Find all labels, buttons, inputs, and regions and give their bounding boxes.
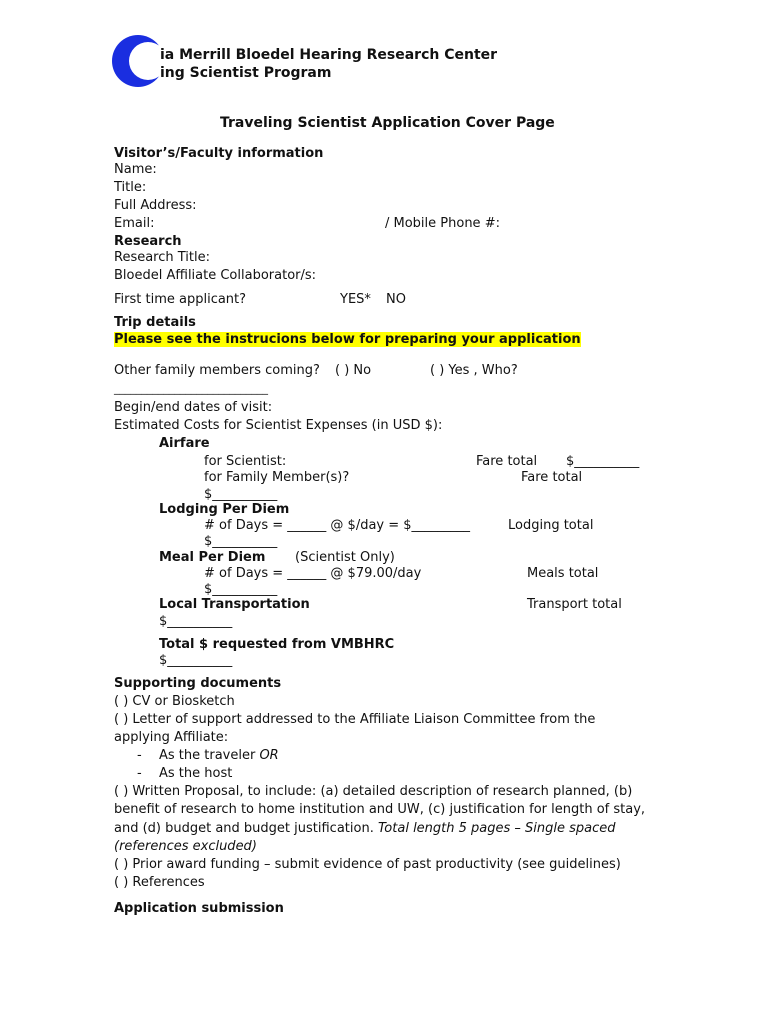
research-heading: Research (114, 234, 182, 249)
submission-heading: Application submission (114, 901, 284, 916)
meals-total-label: Meals total (527, 566, 599, 581)
proposal-line-1: ( ) Written Proposal, to include: (a) detailed description of research planned, (b) (114, 784, 633, 799)
family-no-option: ( ) No (335, 363, 372, 378)
meal-note: (Scientist Only) (295, 550, 395, 565)
transport-heading: Local Transportation (159, 597, 310, 612)
airfare-family-label: for Family Member(s)? (204, 470, 350, 485)
airfare-heading: Airfare (159, 436, 210, 451)
traveler-text: As the traveler (159, 748, 260, 763)
prior-funding-item: ( ) Prior award funding – submit evidence of past productivity (see guidelines) (114, 857, 621, 872)
first-time-yes: YES* (340, 292, 371, 307)
total-requested-amount: $__________ (159, 653, 233, 668)
costs-label: Estimated Costs for Scientist Expenses (in USD $): (114, 418, 443, 433)
airfare-scientist-label: for Scientist: (204, 454, 287, 469)
traveler-or: OR (259, 748, 279, 763)
first-time-no: NO (386, 292, 406, 307)
lodging-total-label: Lodging total (508, 518, 594, 533)
name-label: Name: (114, 162, 157, 177)
meals-total-amount: $__________ (204, 582, 278, 597)
references-item: ( ) References (114, 875, 205, 890)
transport-total-amount: $__________ (159, 614, 233, 629)
family-underline: ____________________________ (114, 382, 268, 395)
fare-total-label: Fare total (476, 454, 538, 469)
fare-total-2-label: Fare total (521, 470, 583, 485)
traveler-option (159, 748, 279, 763)
header-line-1: ia Merrill Bloedel Hearing Research Center (160, 47, 498, 63)
cv-item: ( ) CV or Biosketch (114, 694, 235, 709)
lodging-days: # of Days = ______ @ $/day = $_________ (204, 518, 471, 533)
email-label: Email: (114, 216, 155, 231)
supporting-heading: Supporting documents (114, 676, 282, 691)
proposal-line-4: (references excluded) (114, 839, 257, 854)
traveler-dash: - (137, 748, 142, 763)
title-label: Title: (114, 180, 147, 195)
letter-item-line-1: ( ) Letter of support addressed to the Affiliate Liaison Committee from the (114, 712, 596, 727)
header-line-2: ing Scientist Program (160, 65, 332, 81)
address-label: Full Address: (114, 198, 197, 213)
fare-total-2-amount: $__________ (204, 487, 278, 502)
visitor-heading: Visitor’s/Faculty information (114, 146, 324, 161)
lodging-heading: Lodging Per Diem (159, 502, 290, 517)
proposal-line-3 (114, 821, 616, 836)
lodging-total-amount: $__________ (204, 534, 278, 549)
center-logo (108, 34, 162, 88)
instructions-notice: Please see the instrucions below for preparing your application (114, 332, 581, 347)
meal-days: # of Days = ______ @ $79.00/day (204, 566, 422, 581)
research-title-label: Research Title: (114, 250, 211, 265)
proposal-line-3-text: and (d) budget and budget justification. (114, 821, 378, 836)
proposal-line-2: benefit of research to home institution and UW, (c) justification for length of stay, (114, 802, 646, 817)
meal-heading: Meal Per Diem (159, 550, 266, 565)
letter-item-line-2: applying Affiliate: (114, 730, 229, 745)
page-title: Traveling Scientist Application Cover Page (220, 115, 555, 131)
host-option: As the host (159, 766, 233, 781)
host-dash: - (137, 766, 142, 781)
first-time-label: First time applicant? (114, 292, 247, 307)
dates-label: Begin/end dates of visit: (114, 400, 273, 415)
trip-heading: Trip details (114, 315, 196, 330)
fare-total-amount: $__________ (566, 454, 640, 469)
family-question: Other family members coming? (114, 363, 320, 378)
transport-total-label: Transport total (527, 597, 622, 612)
proposal-length-note: Total length 5 pages – Single spaced (377, 821, 616, 836)
family-yes-option: ( ) Yes , Who? (430, 363, 518, 378)
total-requested-label: Total $ requested from VMBHRC (159, 637, 395, 652)
collaborator-label: Bloedel Affiliate Collaborator/s: (114, 268, 317, 283)
mobile-label: / Mobile Phone #: (385, 216, 500, 231)
